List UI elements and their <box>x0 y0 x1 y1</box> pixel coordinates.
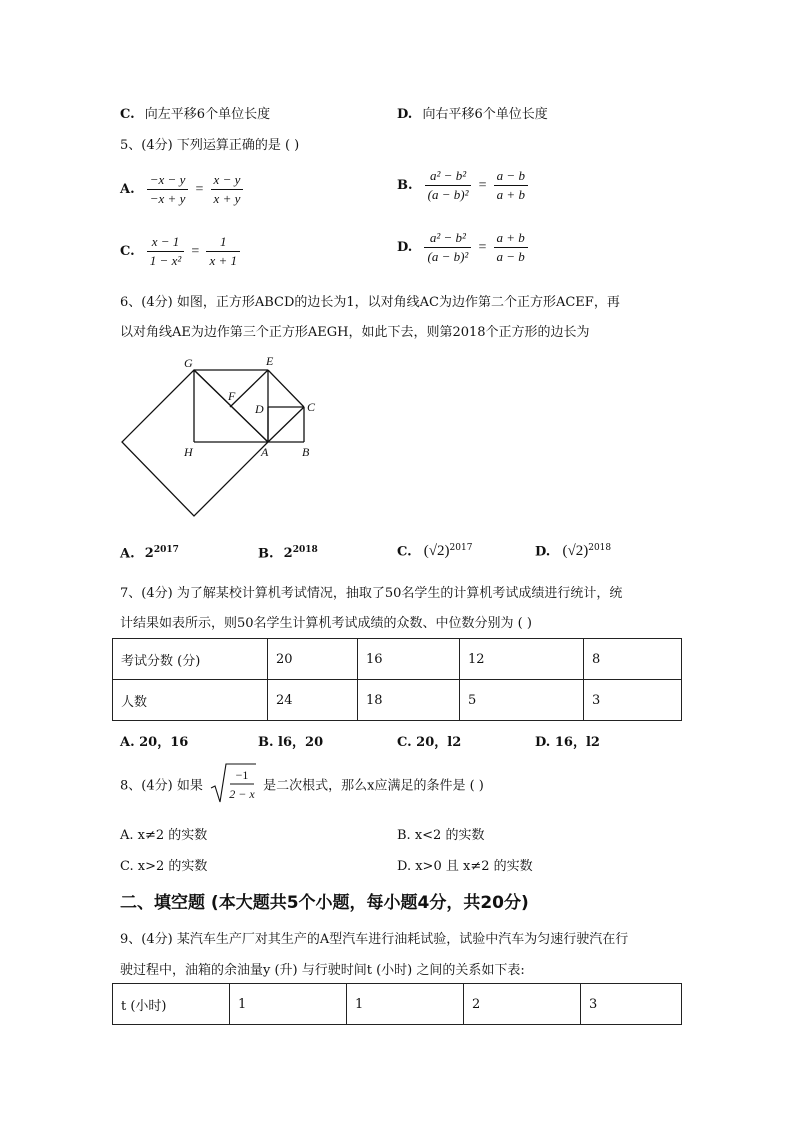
table-cell: 1 <box>230 984 347 1025</box>
fraction-left: $\frac{x - 1}{\text{1 − x²}}$ <box>147 234 184 269</box>
label-h: H <box>184 445 193 459</box>
option-label: B. <box>397 178 413 193</box>
option-exponent: 2018 <box>588 543 612 553</box>
q4-option-c <box>120 103 270 122</box>
fraction-right: $\frac{1}{x + 1}$ <box>206 234 240 269</box>
table-cell: 5 <box>460 680 584 721</box>
table-cell: 8 <box>584 639 682 680</box>
q5-option-c <box>120 234 240 269</box>
q6-stem-line2: 以对角线AE为边作第三个正方形AEGH，如此下去，则第2018个正方形的边长为 <box>120 325 590 340</box>
q8-option-a: A. x≠2 的实数 <box>120 828 208 843</box>
q8-option-b: B. x<2 的实数 <box>397 828 485 843</box>
q8-stem <box>120 762 484 806</box>
q7-stem-line1: 7、(4分) 为了解某校计算机考试情况，抽取了50名学生的计算机考试成绩进行统计，统 <box>120 586 623 601</box>
table-cell: 考试分数 (分) <box>113 639 268 680</box>
fraction-left: $\frac{\text{a² − b²}}{\text{(a − b)²}}$ <box>424 230 471 265</box>
q5-option-a <box>120 172 243 207</box>
fraction-right: $\frac{a - b}{a + b}$ <box>494 168 528 203</box>
q6-stem-line1: 6、(4分) 如图，正方形ABCD的边长为1，以对角线AC为边作第二个正方形ACEF，再 <box>120 295 620 310</box>
square-spiral-figure <box>110 350 340 525</box>
q9-stem-line2: 驶过程中，油箱的余油量y (升) 与行驶时间t (小时) 之间的关系如下表: <box>120 963 525 978</box>
table-cell: 16 <box>358 639 460 680</box>
table-cell: 12 <box>460 639 584 680</box>
table-cell: 20 <box>268 639 358 680</box>
label-c: C <box>307 400 316 414</box>
option-label: A. <box>120 546 135 562</box>
table-cell: 3 <box>584 680 682 721</box>
option-exponent: 2018 <box>292 545 318 555</box>
q7-option-d: D. 16，l2 <box>535 735 600 750</box>
q6-option-d <box>535 543 611 560</box>
q7-option-a: A. 20，16 <box>120 735 189 750</box>
q7-option-c: C. 20，l2 <box>397 735 462 750</box>
option-label: C. <box>397 544 412 560</box>
table-row <box>113 639 682 680</box>
q4-option-d <box>397 103 548 122</box>
option-text: 向左平移6个单位长度 <box>144 107 271 122</box>
table-cell: 18 <box>358 680 460 721</box>
radical-numerator: −1 <box>235 768 249 782</box>
table-cell: t (小时) <box>113 984 230 1025</box>
q7-score-table <box>112 638 682 721</box>
fraction-right: $\frac{x - y}{x + y}$ <box>211 172 244 207</box>
option-label: D. <box>535 544 551 560</box>
option-base: 2 <box>144 546 154 562</box>
q5-stem: 5、(4分) 下列运算正确的是 ( ) <box>120 138 300 153</box>
radical-sign-icon <box>210 762 256 806</box>
q5-option-d <box>397 230 528 265</box>
option-exponent: 2017 <box>449 543 473 553</box>
option-label: C. <box>120 244 135 259</box>
q7-stem-line2: 计结果如表所示，则50名学生计算机考试成绩的众数、中位数分别为 ( ) <box>120 616 532 631</box>
option-text: 向右平移6个单位长度 <box>422 107 548 122</box>
q5-option-b <box>397 168 528 203</box>
label-a: A <box>261 445 269 459</box>
option-exponent: 2017 <box>153 545 179 555</box>
table-cell: 24 <box>268 680 358 721</box>
option-label: D. <box>397 240 413 255</box>
label-b: B <box>302 445 310 459</box>
label-d: D <box>255 402 264 416</box>
fraction-right: $\frac{a + b}{a - b}$ <box>494 230 528 265</box>
label-f: F <box>228 389 236 403</box>
option-base: 2 <box>283 546 293 562</box>
option-label: A. <box>120 182 135 197</box>
option-label: B. <box>258 546 274 562</box>
fraction-left: $\frac{\text{a² − b²}}{\text{(a − b)²}}$ <box>425 168 472 203</box>
label-e: E <box>266 354 274 368</box>
q8-prefix: 8、(4分) 如果 <box>120 778 203 794</box>
fraction-left: $\frac{-x - y}{-x + y}$ <box>147 172 189 207</box>
table-cell: 1 <box>347 984 464 1025</box>
equals-sign: = <box>191 243 200 259</box>
q6-option-c <box>397 543 472 560</box>
option-base: (√2) <box>423 543 450 560</box>
equals-sign: = <box>478 177 487 193</box>
equals-sign: = <box>478 239 487 255</box>
q6-option-a <box>120 545 179 561</box>
table-cell: 3 <box>581 984 682 1025</box>
q9-stem-line1: 9、(4分) 某汽车生产厂对其生产的A型汽车进行油耗试验，试验中汽车为匀速行驶汽在行 <box>120 932 629 947</box>
option-label: C. <box>120 107 135 122</box>
table-cell: 2 <box>464 984 581 1025</box>
option-label: D. <box>397 107 413 122</box>
option-base: (√2) <box>562 543 589 560</box>
label-g: G <box>184 356 193 370</box>
q8-option-c: C. x>2 的实数 <box>120 859 208 874</box>
q9-fuel-table <box>112 983 682 1025</box>
q7-option-b: B. l6，20 <box>258 735 324 750</box>
q8-suffix: 是二次根式，那么x应满足的条件是 ( ) <box>263 778 484 794</box>
table-row <box>113 984 682 1025</box>
radical-expression <box>210 762 256 806</box>
section-heading: 二、填空题 (本大题共5个小题，每小题4分，共20分) <box>120 893 529 913</box>
q8-option-d: D. x>0 且 x≠2 的实数 <box>397 859 533 874</box>
table-cell: 人数 <box>113 680 268 721</box>
table-row <box>113 680 682 721</box>
radical-denominator: 2 − x <box>229 787 255 801</box>
q6-option-b <box>258 545 318 561</box>
equals-sign: = <box>195 181 204 197</box>
